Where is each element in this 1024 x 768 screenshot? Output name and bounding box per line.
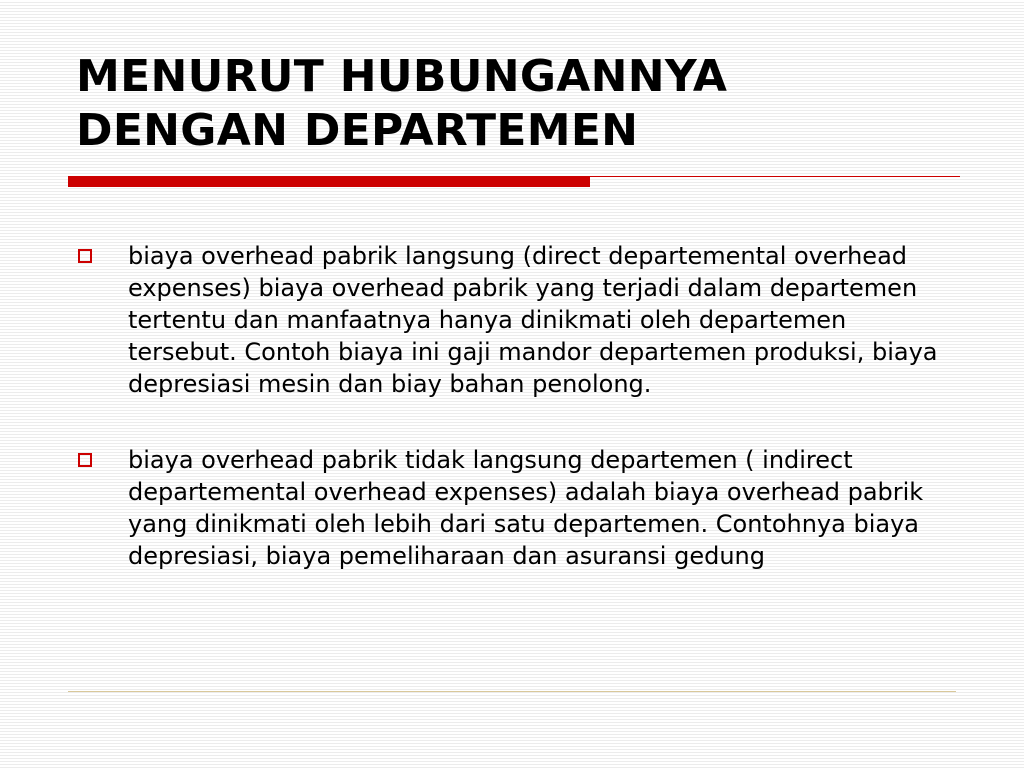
bullet-item-indirect-overhead [76,444,956,572]
slide-title-line-1: MENURUT HUBUNGANNYA [76,51,728,102]
bullet-text: biaya overhead pabrik tidak langsung departemen ( indirect departemental overhead expenses) adalah biaya overhead pabrik yang dinikmati oleh lebih dari satu departemen. Contohnya biaya depresiasi, biaya pemeliharaan dan asuransi gedung [128,446,924,570]
slide-title [76,50,976,158]
bullet-item-direct-overhead [76,240,956,400]
title-underline-thick [68,176,590,187]
square-outline-icon [78,249,92,263]
slide-title-line-2: DENGAN DEPARTEMEN [76,105,639,156]
title-underline-thin [590,176,960,177]
square-outline-icon [78,453,92,467]
bullet-list [76,240,956,616]
bullet-text: biaya overhead pabrik langsung (direct departemental overhead expenses) biaya overhead pabrik yang terjadi dalam departemen tertentu dan manfaatnya hanya dinikmati oleh departemen tersebut. Contoh biaya ini gaji mandor departemen produksi, biaya depresiasi mesin dan biay bahan penolong. [128,242,938,398]
footer-divider [68,691,956,692]
